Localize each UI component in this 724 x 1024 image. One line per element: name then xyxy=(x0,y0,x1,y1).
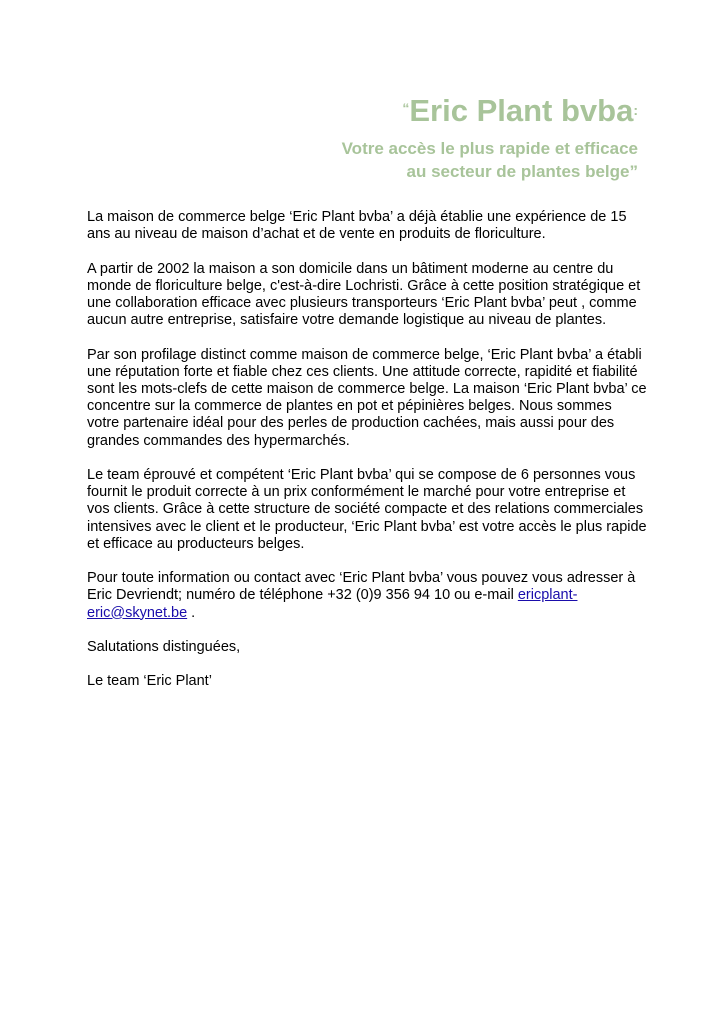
paragraph-contact xyxy=(87,570,647,622)
paragraph-team: Le team éprouvé et compétent ‘Eric Plant bvba’ qui se compose de 6 personnes vous fournit le produit correcte à un prix conformément le marché pour votre entreprise et vos clients. Grâce à cette structure de société compacte et des relations commerciales intensives avec le client et le producteur, ‘Eric Plant bvba’ est votre accès le plus rapide et efficace au producteurs belges. xyxy=(87,467,647,552)
body-text xyxy=(87,209,647,708)
header xyxy=(342,90,638,183)
contact-text: Pour toute information ou contact avec ‘Eric Plant bvba’ vous pouvez vous adresser à Eric Devriendt; numéro de téléphone +32 (0)9 356 94 10 ou e-mail xyxy=(87,570,636,604)
page-title xyxy=(342,90,638,129)
title-open-quote: “ xyxy=(402,100,410,116)
subtitle-line-1: Votre accès le plus rapide et efficace xyxy=(341,139,638,158)
closing-salutation: Salutations distinguées, xyxy=(87,639,241,655)
contact-text-end: . xyxy=(187,604,196,621)
signature: Le team ‘Eric Plant’ xyxy=(87,673,212,690)
email-link[interactable]: ericplant-eric@skynet.be xyxy=(87,587,578,621)
subtitle xyxy=(342,137,638,183)
title-colon: : xyxy=(633,102,638,118)
paragraph-intro: La maison de commerce belge ‘Eric Plant bvba’ a déjà établie une expérience de 15 ans au niveau de maison d’achat et de vente en produits de floriculture. xyxy=(87,209,627,243)
title-text: Eric Plant bvba xyxy=(409,93,634,128)
paragraph-profile: Par son profilage distinct comme maison de commerce belge, ‘Eric Plant bvba’ a établi une réputation forte et fiable chez ces clients. Une attitude correcte, rapidité et fiabilité sont les mots-clefs de cette maison de commerce belge. La maison ‘Eric Plant bvba’ ce concentre sur la commerce de plantes en pot et pépinières belges. Nous sommes votre partenaire idéal pour des perles de production cachées, mais aussi pour des grandes commandes des hypermarchés. xyxy=(87,346,647,449)
paragraph-location: A partir de 2002 la maison a son domicile dans un bâtiment moderne au centre du monde de floriculture belge, c'est-à-dire Lochristi. Grâce à cette position stratégique et une collaboration efficace avec plusieurs transporteurs ‘Eric Plant bvba’ peut , comme aucun autre entreprise, satisfaire votre demande logistique au niveau de plantes. xyxy=(87,260,641,329)
subtitle-line-2: au secteur de plantes belge” xyxy=(406,162,638,181)
